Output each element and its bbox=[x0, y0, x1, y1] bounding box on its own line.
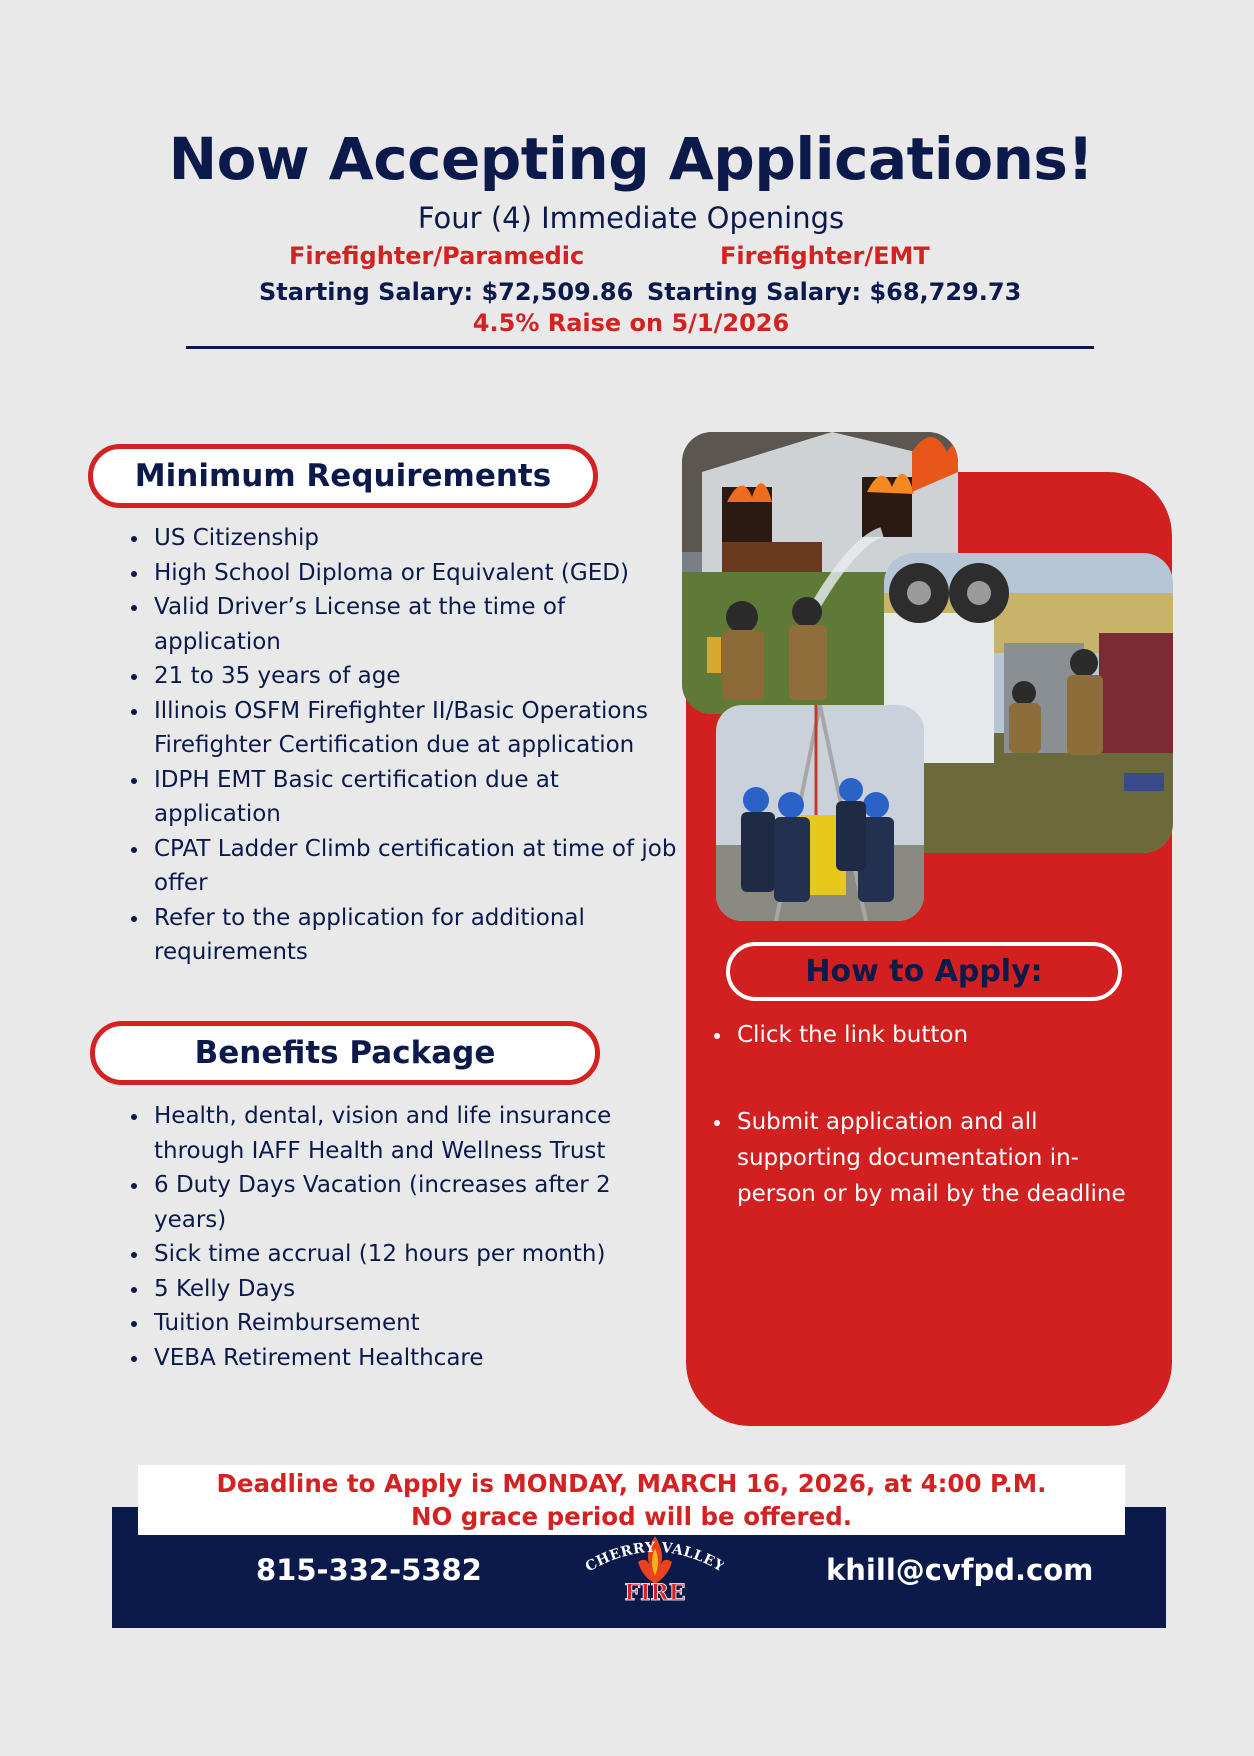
truck-rollover-photo bbox=[884, 553, 1173, 853]
list-item: Tuition Reimbursement bbox=[127, 1306, 687, 1341]
apply-steps bbox=[710, 1017, 1150, 1053]
list-item: Health, dental, vision and life insurance through IAFF Health and Wellness Trust bbox=[127, 1099, 674, 1168]
list-item: High School Diploma or Equivalent (GED) bbox=[127, 556, 687, 591]
benefits-list bbox=[127, 1099, 687, 1375]
requirements-heading bbox=[88, 444, 598, 508]
salary-emt: Starting Salary: $68,729.73 bbox=[647, 278, 1022, 306]
grace-period-line: NO grace period will be offered. bbox=[410, 1502, 853, 1531]
benefits-heading bbox=[90, 1021, 600, 1085]
how-to-apply-heading-label: How to Apply: bbox=[805, 954, 1043, 989]
deadline-notice bbox=[138, 1465, 1125, 1535]
list-item: CPAT Ladder Climb certification at time of job offer bbox=[127, 832, 704, 901]
position-title-emt: Firefighter/EMT bbox=[720, 242, 930, 270]
header-divider bbox=[186, 346, 1094, 349]
list-item: Illinois OSFM Firefighter II/Basic Operations Firefighter Certification due at application bbox=[127, 694, 684, 763]
benefits-heading-label: Benefits Package bbox=[194, 1035, 496, 1071]
page-title: Now Accepting Applications! bbox=[168, 125, 1094, 193]
list-item: 5 Kelly Days bbox=[127, 1272, 687, 1307]
deadline-line: Deadline to Apply is MONDAY, MARCH 16, 2026, at 4:00 P.M. bbox=[216, 1469, 1047, 1498]
list-item: 6 Duty Days Vacation (increases after 2 years) bbox=[127, 1168, 654, 1237]
list-item: Valid Driver’s License at the time of application bbox=[127, 590, 624, 659]
svg-text:CHERRY VALLEY: HERRY VALLE bbox=[593, 1539, 718, 1571]
apply-steps-2 bbox=[710, 1104, 1150, 1212]
cherry-valley-fire-logo bbox=[586, 1532, 724, 1606]
list-item: Submit application and all supporting documentation in-person or by mail by the deadline bbox=[710, 1104, 1157, 1212]
openings-subtitle: Four (4) Immediate Openings bbox=[417, 201, 845, 235]
contact-phone[interactable]: 815-332-5382 bbox=[256, 1553, 482, 1587]
raise-note: 4.5% Raise on 5/1/2026 bbox=[472, 309, 790, 337]
svg-text:FIRE: FIRE bbox=[624, 1580, 686, 1606]
requirements-list bbox=[127, 521, 687, 970]
contact-email[interactable]: khill@cvfpd.com bbox=[826, 1553, 1094, 1587]
how-to-apply-heading bbox=[726, 942, 1122, 1001]
list-item: Sick time accrual (12 hours per month) bbox=[127, 1237, 687, 1272]
requirements-heading-label: Minimum Requirements bbox=[134, 458, 552, 494]
list-item: US Citizenship bbox=[127, 521, 687, 556]
salary-paramedic: Starting Salary: $72,509.86 bbox=[259, 278, 634, 306]
list-item: Click the link button bbox=[710, 1017, 1150, 1053]
list-item: Refer to the application for additional requirements bbox=[127, 901, 654, 970]
confined-space-rescue-photo bbox=[716, 705, 924, 921]
list-item: VEBA Retirement Healthcare bbox=[127, 1341, 687, 1376]
list-item: IDPH EMT Basic certification due at application bbox=[127, 763, 624, 832]
position-title-paramedic: Firefighter/Paramedic bbox=[289, 242, 585, 270]
list-item: 21 to 35 years of age bbox=[127, 659, 687, 694]
